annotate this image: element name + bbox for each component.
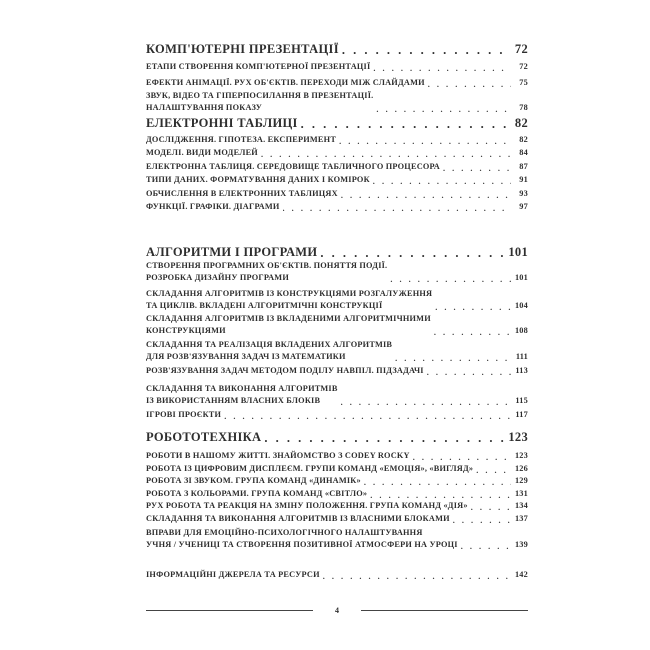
toc-title: ЕТАПИ СТВОРЕННЯ КОМП'ЮТЕРНОЇ ПРЕЗЕНТАЦІЇ [146, 62, 371, 71]
toc-page-number: 101 [514, 273, 528, 283]
toc-title: РОБОТОТЕХНІКА [146, 430, 262, 444]
dot-leader [471, 503, 511, 512]
dot-leader [301, 117, 511, 132]
toc-title: ОБЧИСЛЕННЯ В ЕЛЕКТРОННИХ ТАБЛИЦЯХ [146, 189, 338, 198]
dot-leader [224, 412, 511, 421]
dot-leader [395, 354, 511, 363]
toc-entry[interactable] [146, 188, 528, 200]
toc-page-number: 87 [519, 162, 528, 171]
toc-title: КОМП'ЮТЕРНІ ПРЕЗЕНТАЦІЇ [146, 42, 339, 56]
dot-leader [261, 150, 511, 159]
toc-section-heading[interactable] [146, 428, 528, 446]
dot-leader [341, 191, 511, 200]
dot-leader [435, 303, 511, 312]
toc-page-number: 134 [514, 501, 528, 510]
toc-page-number: 126 [514, 464, 528, 473]
toc-title: СКЛАДАННЯ ТА ВИКОНАННЯ АЛГОРИТМІВ ІЗ ВЛАСНИМИ БЛОКАМИ [146, 514, 450, 523]
toc-entry[interactable] [146, 174, 528, 186]
toc-page-number: 111 [515, 352, 528, 362]
toc-entry[interactable] [146, 77, 528, 89]
toc-entry[interactable] [146, 313, 528, 337]
toc-entry[interactable] [146, 147, 528, 159]
toc-entry[interactable] [146, 500, 528, 512]
toc-page-number: 123 [514, 451, 528, 460]
toc-title: РОБОТИ В НАШОМУ ЖИТТІ. ЗНАЙОМСТВО З CODEY ROCKY [146, 451, 410, 460]
toc-title: ВПРАВИ ДЛЯ ЕМОЦІЙНО-ПСИХОЛОГІЧНОГО НАЛАШТУВАННЯ УЧНЯ / УЧЕНИЦІ ТА СТВОРЕННЯ ПОЗИТИВНОЇ АТМОСФЕРИ НА УРОЦІ [146, 528, 458, 550]
toc-entry[interactable] [146, 90, 528, 114]
toc-page-number: 78 [519, 103, 528, 113]
toc-page-number: 137 [514, 514, 528, 523]
toc-page-number: 97 [519, 202, 528, 211]
toc-section-heading[interactable] [146, 243, 528, 261]
toc-page-number: 101 [508, 245, 528, 259]
toc-entry[interactable] [146, 409, 528, 421]
toc-title: МОДЕЛІ. ВИДИ МОДЕЛЕЙ [146, 148, 258, 157]
toc-page-number: 117 [515, 410, 528, 419]
toc-entry[interactable] [146, 450, 528, 462]
toc-page-number: 82 [514, 116, 528, 130]
toc-entry[interactable] [146, 161, 528, 173]
dot-leader [476, 466, 511, 475]
toc-title: РОЗВ'ЯЗУВАННЯ ЗАДАЧ МЕТОДОМ ПОДІЛУ НАВПІЛ. ПІДЗАДАЧІ [146, 366, 424, 375]
dot-leader [283, 204, 511, 213]
toc-title: ФУНКЦІЇ. ГРАФІКИ. ДІАГРАМИ [146, 202, 280, 211]
toc-title: РОБОТА ІЗ ЦИФРОВИМ ДИСПЛЕЄМ. ГРУПИ КОМАНД «ЕМОЦІЯ», «ВИГЛЯД» [146, 464, 474, 473]
dot-leader [364, 478, 511, 487]
toc-page-number: 84 [519, 148, 528, 157]
toc-entry[interactable] [146, 488, 528, 500]
toc-page-number: 115 [515, 396, 528, 406]
footer-rule-right [361, 610, 528, 611]
toc-section-heading[interactable] [146, 114, 528, 132]
toc-title: ЕЛЕКТРОННІ ТАБЛИЦІ [146, 116, 298, 130]
toc-title: ЗВУК, ВІДЕО ТА ГІПЕРПОСИЛАННЯ В ПРЕЗЕНТАЦІЇ. НАЛАШТУВАННЯ ПОКАЗУ [146, 91, 374, 113]
dot-leader [264, 431, 505, 446]
toc-entry[interactable] [146, 527, 528, 551]
toc-title: СКЛАДАННЯ АЛГОРИТМІВ ІЗ КОНСТРУКЦІЯМИ РОЗГАЛУЖЕННЯ ТА ЦИКЛІВ. ВКЛАДЕНІ АЛГОРИТМІЧНІ КОНСТРУКЦІЇ [146, 289, 433, 311]
toc-page-number: 131 [514, 489, 528, 498]
page-footer [146, 606, 528, 615]
dot-leader [373, 64, 511, 73]
toc-entry[interactable] [146, 260, 528, 284]
toc-section-heading[interactable] [146, 40, 528, 58]
dot-leader [434, 328, 511, 337]
dot-leader [341, 398, 511, 407]
toc-title: ЕФЕКТИ АНІМАЦІЇ. РУХ ОБ'ЄКТІВ. ПЕРЕХОДИ МІЖ СЛАЙДАМИ [146, 78, 425, 87]
toc-title: ДОСЛІДЖЕННЯ. ГІПОТЕЗА. ЕКСПЕРИМЕНТ [146, 135, 337, 144]
dot-leader [427, 368, 511, 377]
toc-page-number: 142 [514, 570, 528, 579]
footer-rule-left [146, 610, 313, 611]
toc-title: АЛГОРИТМИ І ПРОГРАМИ [146, 245, 318, 259]
toc-title: ЕЛЕКТРОННА ТАБЛИЦЯ. СЕРЕДОВИЩЕ ТАБЛИЧНОГО ПРОЦЕСОРА [146, 162, 440, 171]
toc-title: РУХ РОБОТА ТА РЕАКЦІЯ НА ЗМІНУ ПОЛОЖЕННЯ. ГРУПА КОМАНД «ДІЯ» [146, 501, 468, 510]
toc-title: СТВОРЕННЯ ПРОГРАМНИХ ОБ'ЄКТІВ. ПОНЯТТЯ ПОДІЇ. РОЗРОБКА ДИЗАЙНУ ПРОГРАМИ [146, 261, 388, 283]
page-number: 4 [335, 606, 339, 615]
toc-page-number: 139 [514, 540, 528, 550]
toc-page-number: 93 [519, 189, 528, 198]
dot-leader [376, 105, 511, 114]
toc-title: ІГРОВІ ПРОЄКТИ [146, 410, 222, 419]
toc-page-number: 108 [514, 326, 528, 336]
dot-leader [339, 137, 511, 146]
toc-entry[interactable] [146, 475, 528, 487]
toc-page-number: 91 [519, 175, 528, 184]
dot-leader [461, 542, 511, 551]
dot-leader [428, 80, 511, 89]
toc-page-number: 72 [514, 42, 528, 56]
toc-page-number: 123 [508, 430, 528, 444]
toc-title: ІНФОРМАЦІЙНІ ДЖЕРЕЛА ТА РЕСУРСИ [146, 570, 320, 579]
toc-title: СКЛАДАННЯ ТА РЕАЛІЗАЦІЯ ВКЛАДЕНИХ АЛГОРИТМІВ ДЛЯ РОЗВ'ЯЗУВАННЯ ЗАДАЧ ІЗ МАТЕМАТИКИ [146, 340, 393, 362]
dot-leader [342, 43, 511, 58]
toc-entry[interactable] [146, 339, 528, 363]
toc-entry[interactable] [146, 569, 528, 581]
dot-leader [320, 246, 505, 261]
dot-leader [390, 275, 511, 284]
toc-page-number: 72 [519, 62, 528, 71]
toc-title: СКЛАДАННЯ АЛГОРИТМІВ ІЗ ВКЛАДЕНИМИ АЛГОРИТМІЧНИМИ КОНСТРУКЦІЯМИ [146, 314, 431, 336]
toc-entry[interactable] [146, 288, 528, 312]
toc-title: СКЛАДАННЯ ТА ВИКОНАННЯ АЛГОРИТМІВ ІЗ ВИКОРИСТАННЯМ ВЛАСНИХ БЛОКІВ [146, 384, 338, 406]
toc-page-number: 104 [514, 301, 528, 311]
toc-page-number: 82 [519, 135, 528, 144]
toc-title: РОБОТА ЗІ ЗВУКОМ. ГРУПА КОМАНД «ДИНАМІК» [146, 476, 361, 485]
toc-page-number: 129 [514, 476, 528, 485]
toc-entry[interactable] [146, 134, 528, 146]
toc-entry[interactable] [146, 201, 528, 213]
toc-page-number: 75 [519, 78, 528, 87]
toc-entry[interactable] [146, 365, 528, 377]
toc-entry[interactable] [146, 463, 528, 475]
toc-entry[interactable] [146, 61, 528, 73]
toc-page-number: 113 [515, 366, 528, 375]
dot-leader [370, 491, 511, 500]
dot-leader [373, 177, 511, 186]
toc-title: ТИПИ ДАНИХ. ФОРМАТУВАННЯ ДАНИХ І КОМІРОК [146, 175, 370, 184]
dot-leader [323, 572, 511, 581]
dot-leader [443, 164, 511, 173]
dot-leader [413, 453, 511, 462]
toc-entry[interactable] [146, 513, 528, 525]
dot-leader [453, 516, 511, 525]
toc-title: РОБОТА З КОЛЬОРАМИ. ГРУПА КОМАНД «СВІТЛО» [146, 489, 368, 498]
toc-entry[interactable] [146, 383, 528, 407]
